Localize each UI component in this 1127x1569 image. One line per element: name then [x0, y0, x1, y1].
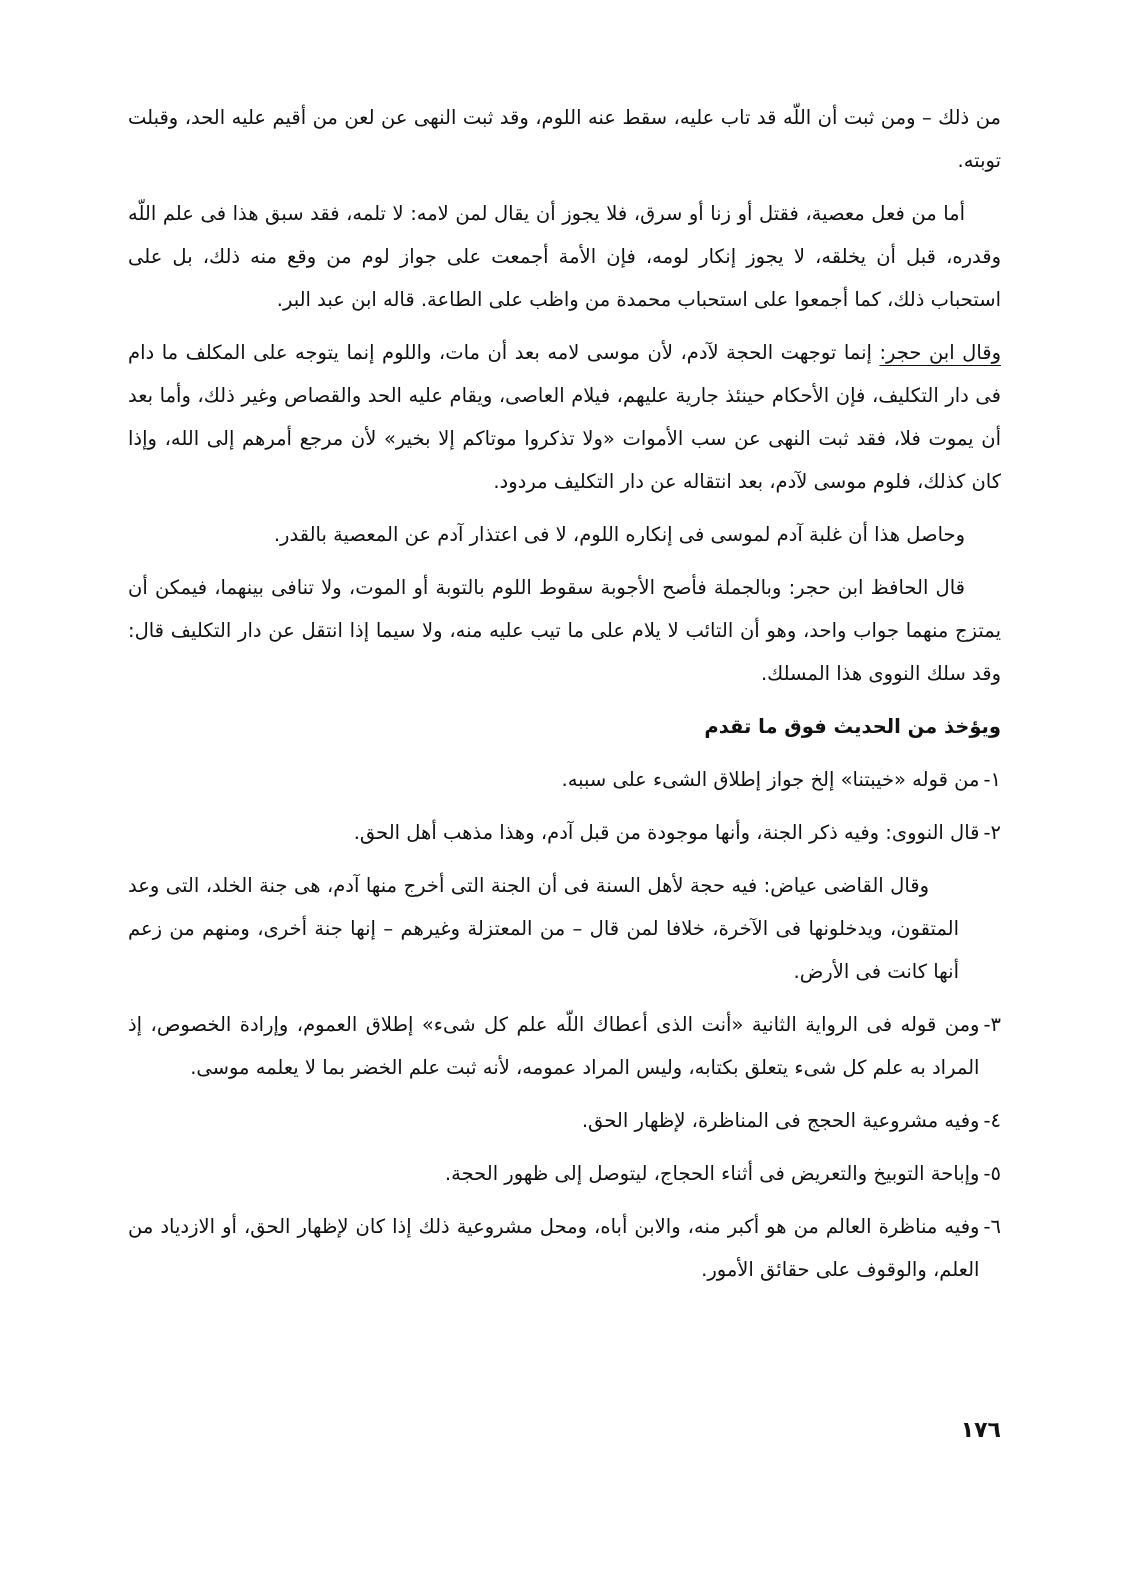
list-item: [128, 758, 1001, 801]
qadi-iyad-paragraph: وقال القاضى عياض: فيه حجة لأهل السنة فى أن الجنة التى أخرج منها آدم، هى جنة الخلد، التى وعد المتقون، ويدخلونها فى الآخرة، خلافا لمن قال – من المعتزلة وغيرهم – إنها جنة أخرى، ومنهم من زعم أنها كانت فى الأرض.: [128, 874, 959, 983]
list-number: ٢-: [983, 821, 1001, 844]
list-number: ٥-: [983, 1162, 1001, 1185]
paragraph-1: من ذلك – ومن ثبت أن اللّه قد تاب عليه، سقط عنه اللوم، وقد ثبت النهى عن لعن من أقيم عليه الحد، وقبلت توبته.: [128, 106, 1001, 172]
list-text: من قوله «خيبتنا» إلخ جواز إطلاق الشىء على سببه.: [561, 768, 980, 791]
list-number: ٦-: [983, 1215, 1001, 1238]
list-number: ١-: [983, 768, 1001, 791]
list-item: [128, 1003, 1001, 1089]
page-number: ١٧٦: [960, 1418, 1001, 1443]
paragraph-2: أما من فعل معصية، فقتل أو زنا أو سرق، فلا يجوز أن يقال لمن لامه: لا تلمه، فقد سبق هذا فى علم اللّه وقدره، قبل أن يخلقه، لا يجوز إنكار لومه، فإن الأمة أجمعت على جواز لوم من وقع منه ذلك، بل على استحباب ذلك، كما أجمعوا على استحباب محمدة من واظب على الطاعة. قاله ابن عبد البر.: [128, 202, 1001, 311]
list-number: ٤-: [983, 1109, 1001, 1132]
section-heading: ويؤخذ من الحديث فوق ما تقدم: [704, 715, 1001, 738]
list-item: [128, 1152, 1001, 1195]
paragraph-5: قال الحافظ ابن حجر: وبالجملة فأصح الأجوبة سقوط اللوم بالتوبة أو الموت، ولا تنافى بينهما، فيمكن أن يمتزج منهما جواب واحد، وهو أن التائب لا يلام على ما تيب عليه منه، ولا سيما إذا انتقل عن دار التكليف قال: وقد سلك النووى هذا المسلك.: [128, 576, 1001, 685]
list-text: وفيه مشروعية الحجج فى المناظرة، لإظهار الحق.: [581, 1109, 980, 1132]
list-number: ٣-: [983, 1013, 1001, 1036]
paragraph-3: [128, 331, 1001, 503]
list-item: [128, 1205, 1001, 1291]
list-item: [128, 1099, 1001, 1142]
list-text: ومن قوله فى الرواية الثانية «أنت الذى أعطاك اللّه علم كل شىء» إطلاق العموم، وإرادة الخصوص، إذ المراد به علم كل شىء يتعلق بكتابه، وليس المراد عمومه، لأنه ثبت علم الخضر بما لا يعلمه موسى.: [128, 1013, 980, 1079]
list-item: [128, 811, 1001, 854]
paragraph-3-text: إنما توجهت الحجة لآدم، لأن موسى لامه بعد أن مات، واللوم إنما يتوجه على المكلف ما دام فى دار التكليف، فإن الأحكام حينئذ جارية عليهم، فيلام العاصى، ويقام عليه الحد والقصاص وغير ذلك، وأما بعد أن يموت فلا، فقد ثبت النهى عن سب الأموات «ولا تذكروا موتاكم إلا بخير» لأن مرجع أمرهم إلى الله، وإذا كان كذلك، فلوم موسى لآدم، بعد انتقاله عن دار التكليف مردود.: [128, 341, 1001, 493]
list-text: وفيه مناظرة العالم من هو أكبر منه، والابن أباه، ومحل مشروعية ذلك إذا كان لإظهار الحق، أو الازدياد من العلم، والوقوف على حقائق الأمور.: [128, 1215, 980, 1281]
ibn-hajar-citation: وقال ابن حجر:: [879, 341, 1002, 364]
page-body: [128, 96, 1001, 1301]
paragraph-4: وحاصل هذا أن غلبة آدم لموسى فى إنكاره اللوم، لا فى اعتذار آدم عن المعصية بالقدر.: [273, 523, 965, 546]
list-text: قال النووى: وفيه ذكر الجنة، وأنها موجودة من قبل آدم، وهذا مذهب أهل الحق.: [353, 821, 980, 844]
list-text: وإباحة التوبيخ والتعريض فى أثناء الحجاج، ليتوصل إلى ظهور الحجة.: [444, 1162, 980, 1185]
